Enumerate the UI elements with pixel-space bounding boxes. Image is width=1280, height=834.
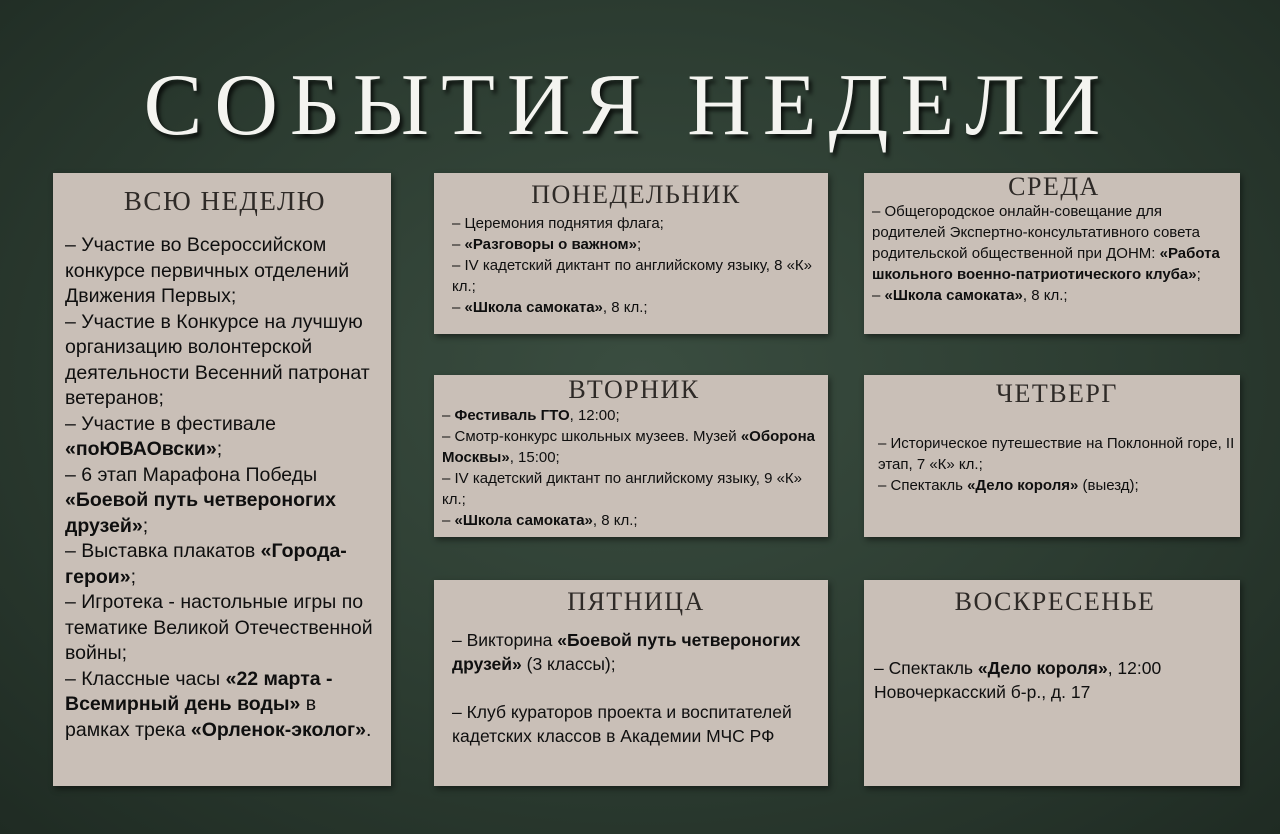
card-friday (434, 580, 828, 786)
event-item: – Игротека - настольные игры по тематике Великой Отечественной войны; (65, 591, 373, 664)
event-item: – 6 этап Марафона Победы «Боевой путь четвероногих друзей»; (65, 463, 336, 537)
event-item: – Участие в Конкурсе на лучшую организацию волонтерской деятельности Весенний патронат ветеранов; (65, 310, 370, 409)
event-item: – Выставка плакатов «Города-герои»; (65, 540, 347, 588)
card-monday (434, 173, 828, 334)
event-item: – Участие в фестивале «поЮВАОвски»; (65, 412, 276, 460)
event-item: – Церемония поднятия флага; (452, 215, 664, 232)
event-list (452, 213, 820, 318)
event-item: – Классные часы «22 марта - Всемирный день воды» в рамках трека «Орленок-эколог». (65, 667, 372, 741)
event-list (872, 201, 1236, 306)
event-item: – Общегородское онлайн-совещание для родителей Экспертно-консультативного совета родительской общественной при ДОНМ: «Работа школьного военно-патриотического клуба»; (872, 203, 1220, 283)
event-item: – Викторина «Боевой путь четвероногих друзей» (3 классы); (452, 630, 801, 674)
card-wednesday (864, 173, 1240, 334)
event-item: – «Школа самоката», 8 кл.; (872, 287, 1068, 304)
event-item: – Смотр-конкурс школьных музеев. Музей «Оборона Москвы», 15:00; (442, 428, 815, 466)
event-item: – Участие во Всероссийском конкурсе первичных отделений Движения Первых; (65, 234, 350, 307)
card-all-week (53, 173, 391, 786)
event-item: – Спектакль «Дело короля» (выезд); (878, 477, 1139, 494)
event-list (442, 405, 826, 531)
event-list (878, 433, 1236, 496)
event-item: – Клуб кураторов проекта и воспитателей кадетских классов в Академии МЧС РФ (452, 702, 792, 746)
event-item: – «Разговоры о важном»; (452, 236, 642, 253)
event-list (452, 628, 820, 748)
event-item: – Историческое путешествие на Поклонной горе, II этап, 7 «К» кл.; (878, 435, 1235, 473)
event-item: – IV кадетский диктант по английскому языку, 9 «К» кл.; (442, 470, 803, 508)
event-item: – Спектакль «Дело короля», 12:00 Новочеркасский б-р., д. 17 (874, 658, 1162, 702)
card-heading: ЧЕТВЕРГ (996, 379, 1118, 408)
card-thursday (864, 375, 1240, 537)
event-item: – «Школа самоката», 8 кл.; (442, 512, 638, 529)
card-sunday (864, 580, 1240, 786)
event-item: – Фестиваль ГТО, 12:00; (442, 407, 620, 424)
page-title: СОБЫТИЯ НЕДЕЛИ (143, 57, 1113, 154)
card-heading: ПОНЕДЕЛЬНИК (531, 180, 741, 209)
card-heading: ВСЮ НЕДЕЛЮ (123, 186, 327, 216)
event-item: – «Школа самоката», 8 кл.; (452, 299, 648, 316)
card-heading: ВТОРНИК (568, 375, 700, 404)
event-list (65, 233, 385, 743)
card-tuesday (434, 375, 828, 537)
card-heading: СРЕДА (1008, 172, 1100, 201)
event-list (874, 656, 1236, 704)
card-heading: ВОСКРЕСЕНЬЕ (954, 587, 1156, 616)
event-item: – IV кадетский диктант по английскому языку, 8 «К» кл.; (452, 257, 813, 295)
card-heading: ПЯТНИЦА (567, 587, 705, 616)
